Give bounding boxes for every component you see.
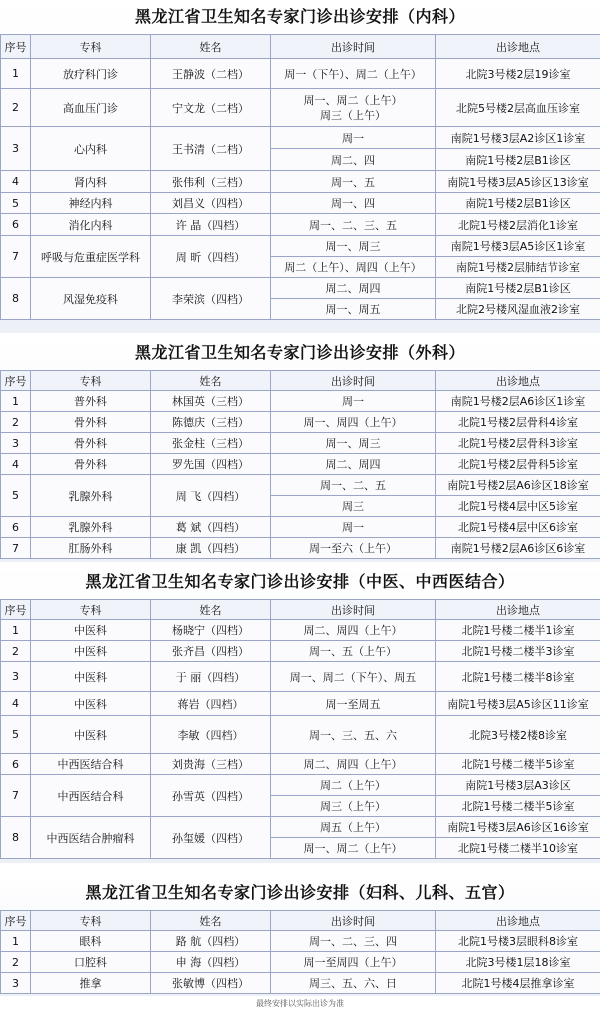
cell-name: 张金柱（三档） <box>151 433 271 454</box>
table-row <box>1 171 600 193</box>
cell-name: 于 丽（四档） <box>151 662 271 692</box>
header-time: 出诊时间 <box>271 35 436 59</box>
header-name: 姓名 <box>151 911 271 931</box>
cell-time: 周一（下午）、周二（上午） <box>271 59 436 89</box>
header-time: 出诊时间 <box>271 371 436 391</box>
cell-time: 周一至周四（上午） <box>271 952 436 973</box>
cell-place: 北院5号楼2层高血压诊室 <box>436 89 600 127</box>
cell-no: 1 <box>1 931 31 952</box>
cell-name: 蒋岩（四档） <box>151 692 271 716</box>
cell-place: 南院1号楼2层肺结节诊室 <box>436 257 600 278</box>
header-dept: 专科 <box>31 600 151 620</box>
cell-name: 张伟利（三档） <box>151 171 271 193</box>
cell-no: 2 <box>1 412 31 433</box>
cell-no: 4 <box>1 171 31 193</box>
cell-place: 北院1号楼4层推拿诊室 <box>436 973 600 994</box>
cell-place: 南院1号楼2层A6诊区18诊室 <box>436 475 600 496</box>
cell-place: 北院1号楼二楼半10诊室 <box>436 838 600 859</box>
cell-no: 8 <box>1 278 31 320</box>
cell-dept: 中西医结合科 <box>31 754 151 775</box>
header-no: 序号 <box>1 911 31 931</box>
cell-no: 3 <box>1 433 31 454</box>
cell-time: 周三 <box>271 496 436 517</box>
cell-place: 北院1号楼4层中区6诊室 <box>436 517 600 538</box>
cell-dept: 推拿 <box>31 973 151 994</box>
section-title: 黑龙江省卫生知名专家门诊出诊安排（中医、中西医结合） <box>85 572 515 591</box>
cell-time: 周一、周三 <box>271 236 436 257</box>
section-tcm <box>0 565 600 863</box>
table-row <box>1 775 600 796</box>
schedule-table <box>0 910 600 994</box>
cell-dept: 呼吸与危重症医学科 <box>31 236 151 278</box>
cell-place: 北院1号楼2层骨科5诊室 <box>436 454 600 475</box>
cell-name: 陈德庆（三档） <box>151 412 271 433</box>
cell-time: 周二、周四 <box>271 278 436 299</box>
cell-dept: 肾内科 <box>31 171 151 193</box>
cell-no: 8 <box>1 817 31 859</box>
cell-dept: 乳腺外科 <box>31 517 151 538</box>
cell-no: 7 <box>1 775 31 817</box>
cell-name: 张敏博（四档） <box>151 973 271 994</box>
cell-time: 周一、四 <box>271 193 436 214</box>
cell-name: 罗先国（四档） <box>151 454 271 475</box>
cell-time: 周三（上午） <box>271 796 436 817</box>
table-row <box>1 193 600 214</box>
section-surgery <box>0 336 600 562</box>
cell-time: 周一、五（上午） <box>271 641 436 662</box>
table-row <box>1 692 600 716</box>
cell-time: 周一、周四（上午） <box>271 412 436 433</box>
table-row <box>1 433 600 454</box>
cell-name: 宁文龙（二档） <box>151 89 271 127</box>
table-row <box>1 620 600 641</box>
header-time: 出诊时间 <box>271 600 436 620</box>
cell-dept: 中医科 <box>31 716 151 754</box>
cell-time: 周一、二、三、四 <box>271 931 436 952</box>
cell-no: 5 <box>1 475 31 517</box>
cell-no: 6 <box>1 214 31 236</box>
schedule-table <box>0 599 600 859</box>
table-row <box>1 59 600 89</box>
cell-name: 刘昌义（四档） <box>151 193 271 214</box>
table-row <box>1 662 600 692</box>
cell-time: 周一至六（上午） <box>271 538 436 559</box>
cell-time: 周一、二、三、五 <box>271 214 436 236</box>
cell-time: 周一、周二（上午） <box>271 838 436 859</box>
table-header-row <box>1 371 600 391</box>
cell-time: 周一至周五 <box>271 692 436 716</box>
cell-no: 5 <box>1 193 31 214</box>
header-place: 出诊地点 <box>436 600 600 620</box>
cell-time: 周一、三、五、六 <box>271 716 436 754</box>
cell-name: 王书清（二档） <box>151 127 271 171</box>
header-place: 出诊地点 <box>436 911 600 931</box>
table-row <box>1 89 600 127</box>
cell-place: 北院1号楼2层骨科3诊室 <box>436 433 600 454</box>
cell-no: 6 <box>1 754 31 775</box>
cell-dept: 骨外科 <box>31 412 151 433</box>
cell-place: 南院1号楼2层A6诊区6诊室 <box>436 538 600 559</box>
cell-place: 南院1号楼3层A5诊区13诊室 <box>436 171 600 193</box>
table-row <box>1 716 600 754</box>
cell-time: 周一、五 <box>271 171 436 193</box>
table-row <box>1 278 600 299</box>
cell-time: 周二（上午）、周四（上午） <box>271 257 436 278</box>
cell-place: 南院1号楼2层B1诊区 <box>436 193 600 214</box>
table-row <box>1 952 600 973</box>
header-no: 序号 <box>1 600 31 620</box>
cell-dept: 眼科 <box>31 931 151 952</box>
cell-name: 杨晓宁（四档） <box>151 620 271 641</box>
cell-time: 周一 <box>271 391 436 412</box>
cell-place: 南院1号楼3层A6诊区16诊室 <box>436 817 600 838</box>
cell-time: 周一、周三 <box>271 433 436 454</box>
table-row <box>1 236 600 257</box>
table-row <box>1 931 600 952</box>
cell-time: 周三、五、六、日 <box>271 973 436 994</box>
cell-place: 南院1号楼2层B1诊区 <box>436 278 600 299</box>
cell-name: 李敏（四档） <box>151 716 271 754</box>
cell-dept: 骨外科 <box>31 454 151 475</box>
cell-place: 北院3号楼2楼8诊室 <box>436 716 600 754</box>
header-name: 姓名 <box>151 35 271 59</box>
cell-dept: 放疗科门诊 <box>31 59 151 89</box>
table-row <box>1 391 600 412</box>
header-dept: 专科 <box>31 371 151 391</box>
cell-dept: 普外科 <box>31 391 151 412</box>
cell-time: 周五（上午） <box>271 817 436 838</box>
cell-dept: 高血压门诊 <box>31 89 151 127</box>
cell-dept: 中医科 <box>31 692 151 716</box>
table-row <box>1 641 600 662</box>
cell-time: 周一 <box>271 127 436 149</box>
cell-no: 4 <box>1 692 31 716</box>
cell-dept: 骨外科 <box>31 433 151 454</box>
cell-dept: 中西医结合科 <box>31 775 151 817</box>
table-row <box>1 517 600 538</box>
cell-place: 北院1号楼二楼半5诊室 <box>436 754 600 775</box>
cell-name: 葛 斌（四档） <box>151 517 271 538</box>
header-dept: 专科 <box>31 911 151 931</box>
cell-name: 孙雪英（四档） <box>151 775 271 817</box>
cell-time: 周二、周四（上午） <box>271 754 436 775</box>
cell-time: 周二、周四 <box>271 454 436 475</box>
cell-no: 2 <box>1 641 31 662</box>
cell-dept: 口腔科 <box>31 952 151 973</box>
header-name: 姓名 <box>151 371 271 391</box>
cell-name: 刘贵海（三档） <box>151 754 271 775</box>
cell-name: 周 昕（四档） <box>151 236 271 278</box>
cell-place: 南院1号楼3层A2诊区1诊室 <box>436 127 600 149</box>
cell-no: 6 <box>1 517 31 538</box>
header-dept: 专科 <box>31 35 151 59</box>
cell-no: 2 <box>1 89 31 127</box>
cell-no: 1 <box>1 391 31 412</box>
table-row <box>1 214 600 236</box>
cell-time: 周一、二、五 <box>271 475 436 496</box>
cell-name: 许 晶（四档） <box>151 214 271 236</box>
cell-no: 3 <box>1 973 31 994</box>
schedule-table <box>0 34 600 320</box>
table-header-row <box>1 911 600 931</box>
header-no: 序号 <box>1 35 31 59</box>
header-name: 姓名 <box>151 600 271 620</box>
cell-place: 南院1号楼3层A5诊区1诊室 <box>436 236 600 257</box>
cell-dept: 中医科 <box>31 620 151 641</box>
table-header-row <box>1 35 600 59</box>
header-place: 出诊地点 <box>436 371 600 391</box>
cell-time: 周二、周四（上午） <box>271 620 436 641</box>
cell-time: 周二、四 <box>271 149 436 171</box>
cell-place: 南院1号楼3层A5诊区11诊室 <box>436 692 600 716</box>
cell-name: 张齐昌（四档） <box>151 641 271 662</box>
table-row <box>1 475 600 496</box>
footer-note: 最终安排以实际出诊为准 <box>256 999 344 1008</box>
cell-place: 北院1号楼2层骨科4诊室 <box>436 412 600 433</box>
section-gyn-ped-ent <box>0 876 600 996</box>
header-no: 序号 <box>1 371 31 391</box>
cell-no: 4 <box>1 454 31 475</box>
cell-name: 孙玺媛（四档） <box>151 817 271 859</box>
cell-name: 申 海（四档） <box>151 952 271 973</box>
cell-place: 北院3号楼2层19诊室 <box>436 59 600 89</box>
cell-no: 5 <box>1 716 31 754</box>
cell-place: 北院1号楼4层中区5诊室 <box>436 496 600 517</box>
cell-time: 周一 <box>271 517 436 538</box>
cell-name: 林国英（三档） <box>151 391 271 412</box>
cell-place: 南院1号楼2层A6诊区1诊室 <box>436 391 600 412</box>
cell-place: 北院1号楼2层消化1诊室 <box>436 214 600 236</box>
table-row <box>1 754 600 775</box>
section-title: 黑龙江省卫生知名专家门诊出诊安排（妇科、儿科、五官） <box>85 883 515 902</box>
table-row <box>1 127 600 149</box>
cell-place: 南院1号楼2层B1诊区 <box>436 149 600 171</box>
cell-no: 2 <box>1 952 31 973</box>
cell-dept: 中医科 <box>31 641 151 662</box>
cell-dept: 消化内科 <box>31 214 151 236</box>
cell-name: 周 飞（四档） <box>151 475 271 517</box>
cell-time: 周一、周五 <box>271 299 436 320</box>
cell-place: 北院2号楼风湿血液2诊室 <box>436 299 600 320</box>
cell-no: 3 <box>1 662 31 692</box>
cell-place: 北院1号楼二楼半8诊室 <box>436 662 600 692</box>
cell-time: 周一、周二（上午） 周三（上午） <box>271 89 436 127</box>
table-row <box>1 454 600 475</box>
cell-no: 7 <box>1 236 31 278</box>
section-internal-medicine <box>0 0 600 333</box>
cell-dept: 心内科 <box>31 127 151 171</box>
table-row <box>1 538 600 559</box>
cell-dept: 风湿免疫科 <box>31 278 151 320</box>
cell-name: 李荣滨（四档） <box>151 278 271 320</box>
cell-dept: 神经内科 <box>31 193 151 214</box>
cell-place: 南院1号楼3层A3诊区 <box>436 775 600 796</box>
cell-place: 北院1号楼3层眼科8诊室 <box>436 931 600 952</box>
section-title: 黑龙江省卫生知名专家门诊出诊安排（外科） <box>134 343 465 362</box>
table-row <box>1 817 600 838</box>
cell-place: 北院1号楼二楼半1诊室 <box>436 620 600 641</box>
table-row <box>1 412 600 433</box>
cell-dept: 中医科 <box>31 662 151 692</box>
header-place: 出诊地点 <box>436 35 600 59</box>
cell-dept: 乳腺外科 <box>31 475 151 517</box>
cell-name: 康 凯（四档） <box>151 538 271 559</box>
table-row <box>1 973 600 994</box>
cell-name: 路 航（四档） <box>151 931 271 952</box>
cell-place: 北院1号楼二楼半5诊室 <box>436 796 600 817</box>
cell-no: 1 <box>1 59 31 89</box>
section-title: 黑龙江省卫生知名专家门诊出诊安排（内科） <box>134 7 465 26</box>
cell-dept: 中西医结合肿瘤科 <box>31 817 151 859</box>
cell-time: 周一、周二（下午）、周五 <box>271 662 436 692</box>
cell-no: 3 <box>1 127 31 171</box>
cell-no: 1 <box>1 620 31 641</box>
cell-time: 周二（上午） <box>271 775 436 796</box>
cell-place: 北院3号楼1层18诊室 <box>436 952 600 973</box>
cell-name: 王静波（二档） <box>151 59 271 89</box>
cell-place: 北院1号楼二楼半3诊室 <box>436 641 600 662</box>
schedule-table <box>0 370 600 559</box>
table-header-row <box>1 600 600 620</box>
cell-dept: 肛肠外科 <box>31 538 151 559</box>
cell-no: 7 <box>1 538 31 559</box>
header-time: 出诊时间 <box>271 911 436 931</box>
